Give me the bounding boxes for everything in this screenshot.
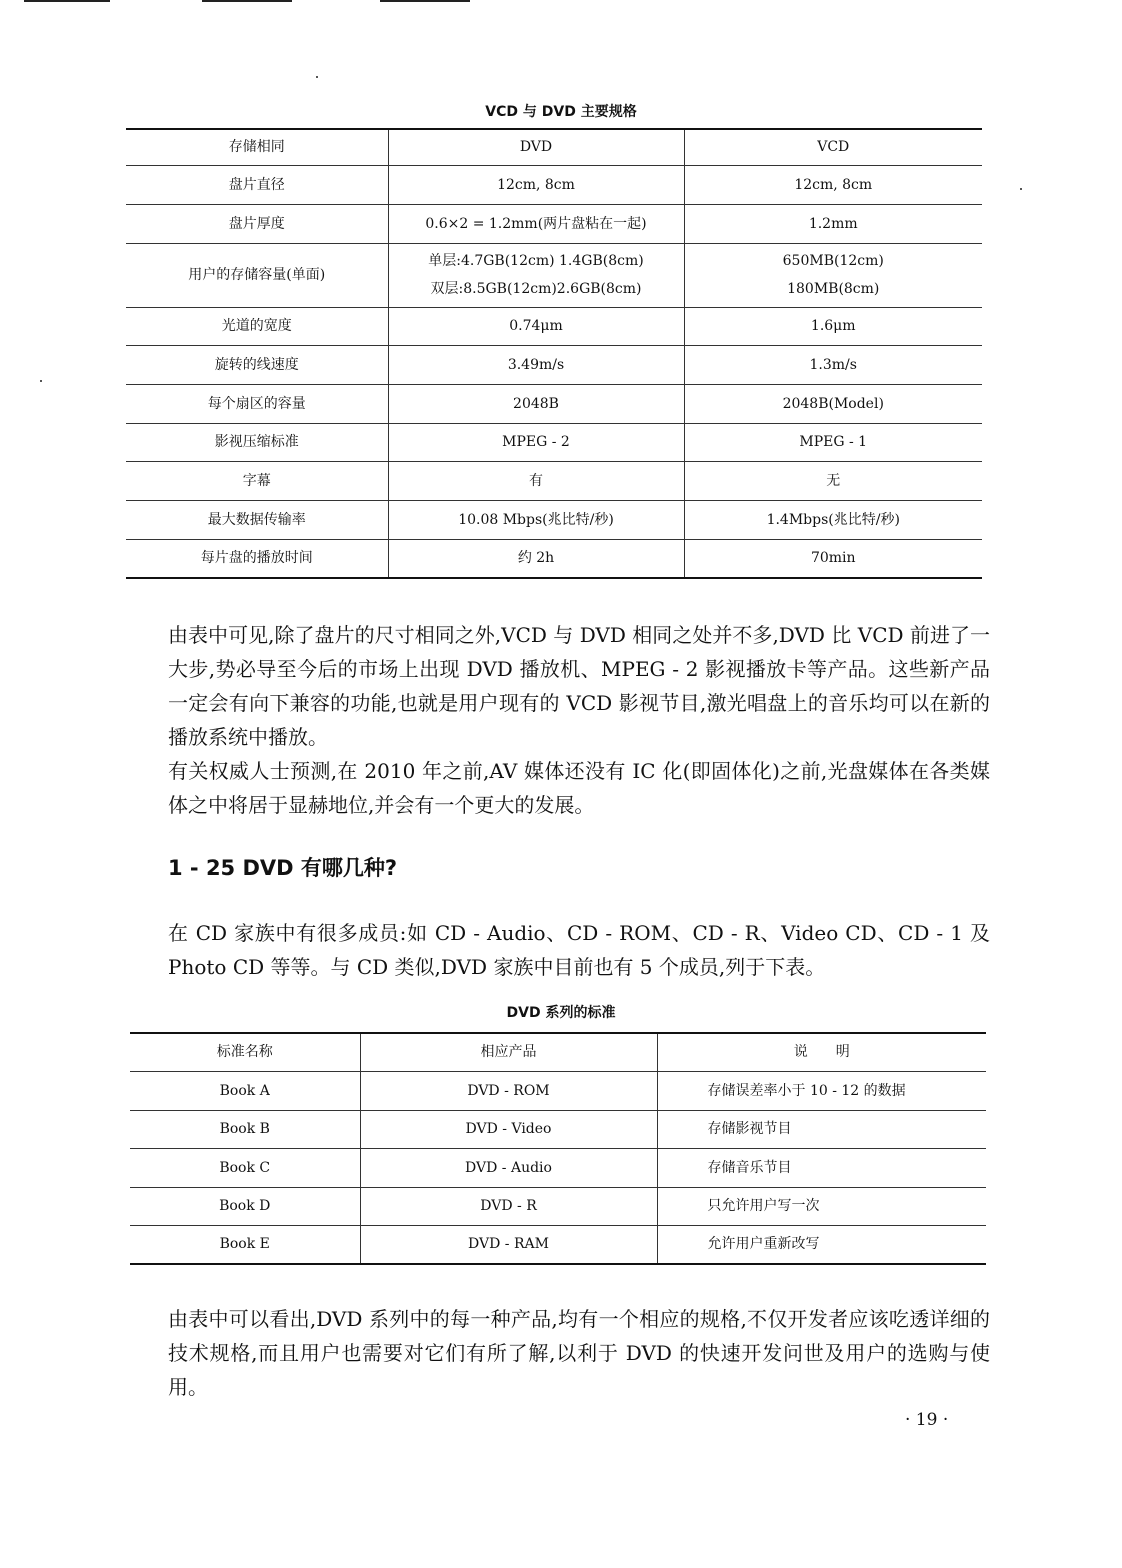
table-caption-vcd-dvd: VCD 与 DVD 主要规格 <box>485 104 637 120</box>
table-cell: 12cm, 8cm <box>388 165 684 204</box>
dvd-series-standards-table <box>130 1032 986 1265</box>
body-paragraph: 由表中可见,除了盘片的尺寸相同之外,VCD 与 DVD 相同之处并不多,DVD 比 VCD 前进了一大步,势必导至今后的市场上出现 DVD 播放机、MPEG - 2 影视播放卡等产品。这些新产品一定会有向下兼容的功能,也就是用户现有的 VCD 影视节目,激光唱盘上的音乐均可以在新的播放系统中播放。 <box>168 623 990 749</box>
table-cell: 1.3m/s <box>684 345 982 384</box>
table-cell: 70min <box>684 539 982 578</box>
table-row <box>130 1148 986 1187</box>
cell-line: 双层:8.5GB(12cm)2.6GB(8cm) <box>430 281 642 297</box>
table-cell: 用户的存储容量(单面) <box>126 243 388 307</box>
table-cell: 无 <box>684 461 982 500</box>
table-cell: 盘片直径 <box>126 165 388 204</box>
table-header-cell: 标准名称 <box>216 1044 273 1061</box>
table-cell: 1.6μm <box>684 307 982 345</box>
table-row <box>130 1187 986 1225</box>
table-header-cell: DVD <box>388 129 684 165</box>
table-header-cell: 相应产品 <box>360 1033 657 1071</box>
table-cell: MPEG - 1 <box>684 423 982 461</box>
scan-speck <box>1020 188 1022 190</box>
table-cell: 旋转的线速度 <box>126 345 388 384</box>
table-cell: 2048B(Model) <box>684 384 982 423</box>
table-header-cell: 存储相同 <box>228 139 285 156</box>
table-cell: 允许用户重新改写 <box>657 1225 986 1264</box>
table-cell: 字幕 <box>126 461 388 500</box>
table-row <box>126 307 982 345</box>
table-cell: 1.2mm <box>684 204 982 243</box>
table-row <box>130 1071 986 1110</box>
table-cell: 约 2h <box>388 539 684 578</box>
table-cell: MPEG - 2 <box>388 423 684 461</box>
table-row <box>130 1225 986 1264</box>
cell-line: 650MB(12cm) <box>782 253 884 269</box>
body-paragraph: 有关权威人士预测,在 2010 年之前,AV 媒体还没有 IC 化(即固体化)之前,光盘媒体在各类媒体之中将居于显赫地位,并会有一个更大的发展。 <box>168 759 990 817</box>
table-header-row <box>130 1033 986 1071</box>
table-cell: 最大数据传输率 <box>126 500 388 539</box>
table-cell: Book B <box>130 1110 360 1148</box>
scan-edge-line <box>202 0 292 2</box>
table-cell: DVD - RAM <box>360 1225 657 1264</box>
table-header-row <box>126 129 982 165</box>
page-number: · 19 · <box>905 1410 949 1430</box>
table-row <box>126 165 982 204</box>
table-cell: 存储音乐节目 <box>657 1148 986 1187</box>
table-cell: 只允许用户写一次 <box>657 1187 986 1225</box>
table-cell: 每片盘的播放时间 <box>126 539 388 578</box>
table-cell: DVD - Video <box>360 1110 657 1148</box>
table-cell: 0.74μm <box>388 307 684 345</box>
table-header-cell: VCD <box>684 129 982 165</box>
table-cell: Book A <box>130 1071 360 1110</box>
scan-edge-line <box>24 0 110 2</box>
cell-line: 180MB(8cm) <box>787 281 880 297</box>
body-paragraph: 由表中可以看出,DVD 系列中的每一种产品,均有一个相应的规格,不仅开发者应该吃透详细的技术规格,而且用户也需要对它们有所了解,以利于 DVD 的快速开发问世及用户的选购与使用。 <box>168 1307 990 1399</box>
vcd-dvd-spec-table <box>126 128 982 579</box>
table-caption-dvd-series: DVD 系列的标准 <box>506 1005 616 1021</box>
cell-line: 单层:4.7GB(12cm) 1.4GB(8cm) <box>428 253 644 269</box>
table-cell: 12cm, 8cm <box>684 165 982 204</box>
table-cell: Book C <box>130 1148 360 1187</box>
table-cell: 存储影视节目 <box>657 1110 986 1148</box>
table-cell: DVD - Audio <box>360 1148 657 1187</box>
table-row <box>126 461 982 500</box>
table-cell: 影视压缩标准 <box>126 423 388 461</box>
table-header-cell: 说 明 <box>657 1033 986 1071</box>
table-cell: 有 <box>388 461 684 500</box>
table-cell: DVD - ROM <box>360 1071 657 1110</box>
table-cell: DVD - R <box>360 1187 657 1225</box>
table-row <box>126 384 982 423</box>
table-row <box>130 1110 986 1148</box>
table-cell: 1.4Mbps(兆比特/秒) <box>684 500 982 539</box>
table-cell: 10.08 Mbps(兆比特/秒) <box>388 500 684 539</box>
table-row <box>126 500 982 539</box>
scan-speck <box>316 76 318 78</box>
table-cell: Book D <box>130 1187 360 1225</box>
table-cell <box>388 243 684 307</box>
table-cell: 每个扇区的容量 <box>126 384 388 423</box>
section-heading: 1 - 25 DVD 有哪几种? <box>168 856 398 880</box>
table-row <box>126 204 982 243</box>
table-cell <box>684 243 982 307</box>
table-cell: 盘片厚度 <box>126 204 388 243</box>
table-row <box>126 423 982 461</box>
table-cell: 0.6×2 = 1.2mm(两片盘粘在一起) <box>388 204 684 243</box>
table-row <box>126 345 982 384</box>
table-cell: 光道的宽度 <box>126 307 388 345</box>
table-row <box>126 243 982 307</box>
table-row <box>126 539 982 578</box>
body-paragraph: 在 CD 家族中有很多成员:如 CD - Audio、CD - ROM、CD - R、Video CD、CD - 1 及 Photo CD 等等。与 CD 类似,DVD 家族中目前也有 5 个成员,列于下表。 <box>168 921 990 979</box>
table-cell: 2048B <box>388 384 684 423</box>
table-cell: 存储误差率小于 10 - 12 的数据 <box>657 1071 986 1110</box>
scan-speck <box>40 380 42 382</box>
table-cell: 3.49m/s <box>388 345 684 384</box>
table-cell: Book E <box>130 1225 360 1264</box>
scan-edge-line <box>380 0 470 2</box>
